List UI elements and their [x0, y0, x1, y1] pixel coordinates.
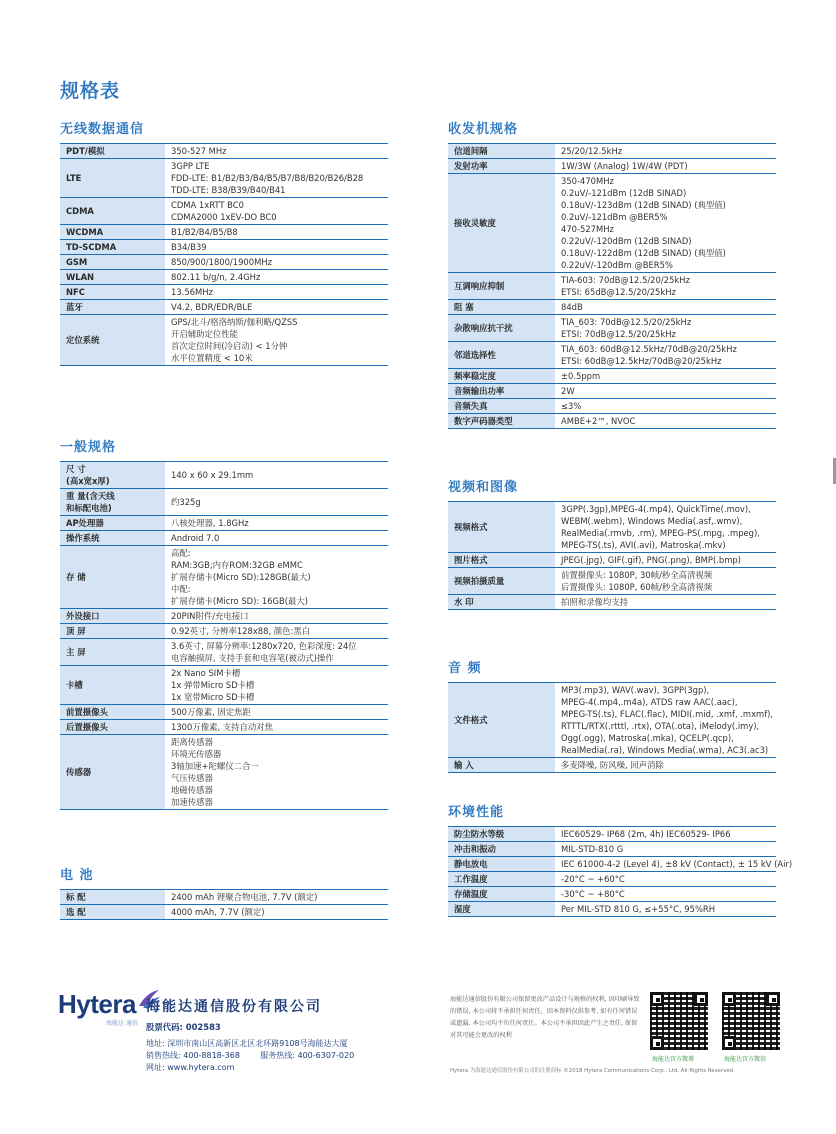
spec-value — [165, 516, 388, 531]
spec-value-line: 2W — [561, 386, 575, 396]
spec-value — [555, 300, 776, 315]
spec-value-line: 环境光传感器 — [171, 749, 222, 759]
spec-value-line: 高配: — [171, 548, 191, 558]
transceiver-row — [448, 273, 776, 300]
environment-row — [448, 902, 776, 917]
spec-label: 互调响应抑制 — [448, 273, 555, 300]
wireless-row — [60, 300, 388, 315]
spec-label: 图片格式 — [448, 553, 555, 568]
spec-label: 顶 屏 — [60, 624, 165, 639]
spec-label: 操作系统 — [60, 531, 165, 546]
spec-value-line: 802.11 b/g/n, 2.4GHz — [171, 272, 261, 282]
spec-label: 静电放电 — [448, 857, 555, 872]
environment-row — [448, 887, 776, 902]
spec-value — [555, 342, 776, 369]
weibo-qr-code — [648, 990, 710, 1052]
spec-value-line: 3轴加速+陀螺仪二合一 — [171, 761, 259, 771]
spec-label: 卡槽 — [60, 666, 165, 705]
transceiver-table — [448, 143, 776, 429]
spec-value-line: Per MIL-STD 810 G, ≤+55°C, 95%RH — [561, 904, 716, 914]
spec-label: 尺 寸 (高x宽x厚) — [60, 462, 165, 489]
spec-value-line: 1x 弹带Micro SD卡槽 — [171, 680, 255, 690]
spec-value-line: 3GPP(.3gp),MPEG-4(.mp4), QuickTime(.mov), — [561, 504, 751, 514]
spec-value-line: 20PIN附件/充电接口 — [171, 611, 249, 621]
wireless-row — [60, 315, 388, 366]
spec-value — [555, 683, 776, 758]
weibo-qr-label: 海能达官方微博 — [652, 1056, 695, 1063]
general-row — [60, 639, 388, 666]
wireless-row — [60, 270, 388, 285]
spec-value-line: MPEG-TS(.ts), AVI(.avi), Matroska(.mkv) — [561, 540, 726, 550]
spec-value — [165, 462, 388, 489]
spec-value — [165, 315, 388, 366]
spec-value-line: ETSI: 65dB@12.5/20/25kHz — [561, 287, 676, 297]
spec-value-line: ±0.5ppm — [561, 371, 601, 381]
spec-value-line: 八核处理器, 1.8GHz — [171, 518, 249, 528]
address: 地址: 深圳市南山区高新区北区北环路9108号海能达大厦 — [146, 1039, 348, 1048]
spec-value-line: Ogg(.ogg), Matroska(.mka), QCELP(.qcp), — [561, 733, 734, 743]
spec-label: 邻道选择性 — [448, 342, 555, 369]
spec-value — [555, 144, 776, 159]
transceiver-row — [448, 342, 776, 369]
wechat-qr-code — [720, 990, 782, 1052]
spec-label: 数字声码器类型 — [448, 414, 555, 429]
audio-table — [448, 682, 776, 773]
wireless-section — [60, 118, 388, 366]
spec-label: 杂散响应抗干扰 — [448, 315, 555, 342]
spec-value-line: 850/900/1800/1900MHz — [171, 257, 272, 267]
spec-value-line: 3.6英寸, 屏幕分辨率:1280x720, 色彩深度: 24位 — [171, 641, 357, 651]
spec-value-line: 气压传感器 — [171, 773, 213, 783]
spec-label: 湿度 — [448, 902, 555, 917]
spec-value-line: V4.2, BDR/EDR/BLE — [171, 302, 253, 312]
spec-value-line: ETSI: 70dB@12.5/20/25kHz — [561, 329, 676, 339]
audio-row — [448, 758, 776, 773]
spec-value — [555, 595, 776, 610]
spec-label: 工作温度 — [448, 872, 555, 887]
general-row — [60, 546, 388, 609]
audio-section — [448, 657, 776, 773]
spec-value-line: 350-470MHz — [561, 176, 614, 186]
spec-value — [165, 705, 388, 720]
spec-label: NFC — [60, 285, 165, 300]
wireless-table — [60, 143, 388, 366]
spec-value-line: 地磁传感器 — [171, 785, 213, 795]
spec-value-line: 0.2uV/-121dBm @BER5% — [561, 212, 668, 222]
spec-value — [165, 890, 388, 905]
spec-value — [165, 624, 388, 639]
spec-label: 传感器 — [60, 735, 165, 810]
spec-value — [165, 609, 388, 624]
spec-value-line: MIL-STD-810 G — [561, 844, 624, 854]
spec-value — [555, 174, 776, 273]
spec-value-line: 0.18uV/-123dBm (12dB SINAD) (典型值) — [561, 200, 726, 210]
hotlines: 销售热线: 400-8818-368 服务热线: 400-6307-020 — [146, 1051, 355, 1060]
spec-label: 前置摄像头 — [60, 705, 165, 720]
wireless-section-title: 无线数据通信 — [60, 122, 145, 137]
battery-table — [60, 889, 388, 920]
spec-value-line: IEC 61000-4-2 (Level 4), ±8 kV (Contact), ± 15 kV (Air) — [561, 859, 793, 869]
battery-row — [60, 905, 388, 920]
spec-value-line: 0.22uV/-120dBm @BER5% — [561, 260, 673, 270]
spec-label: 蓝牙 — [60, 300, 165, 315]
company-name: 海能达通信股份有限公司 — [146, 999, 322, 1015]
spec-value — [165, 531, 388, 546]
video-row — [448, 502, 776, 553]
spec-label: 输 入 — [448, 758, 555, 773]
spec-value — [555, 553, 776, 568]
spec-value-line: 1x 宽带Micro SD卡槽 — [171, 692, 255, 702]
video-section — [448, 476, 776, 610]
transceiver-row — [448, 144, 776, 159]
spec-value — [165, 255, 388, 270]
transceiver-section-title: 收发机规格 — [448, 122, 519, 137]
battery-section-title: 电 池 — [60, 868, 94, 883]
spec-value — [165, 270, 388, 285]
spec-label: 选 配 — [60, 905, 165, 920]
spec-value-line: Android 7.0 — [171, 533, 220, 543]
spec-value-line: JPEG(.jpg), GIF(.gif), PNG(.png), BMP(.bmp) — [561, 555, 741, 565]
general-row — [60, 735, 388, 810]
spec-value — [555, 384, 776, 399]
general-row — [60, 462, 388, 489]
spec-value-line: 前置摄像头: 1080P, 30帧/秒全高清视频 — [561, 570, 713, 580]
spec-value — [165, 546, 388, 609]
spec-value — [555, 315, 776, 342]
spec-value — [165, 489, 388, 516]
audio-section-title: 音 频 — [448, 661, 482, 676]
spec-value-line: CDMA2000 1xEV-DO BC0 — [171, 212, 277, 222]
spec-value-line: 后置摄像头: 1080P, 60帧/秒全高清视频 — [561, 582, 713, 592]
spec-label: LTE — [60, 159, 165, 198]
transceiver-row — [448, 315, 776, 342]
environment-row — [448, 842, 776, 857]
spec-label: 存储温度 — [448, 887, 555, 902]
spec-value-line: 扩展存储卡(Micro SD):128GB(最大) — [171, 572, 311, 582]
spec-value-line: 84dB — [561, 302, 583, 312]
spec-value-line: AMBE+2™, NVOC — [561, 416, 636, 426]
spec-label: 标 配 — [60, 890, 165, 905]
spec-value-line: 2x Nano SIM卡槽 — [171, 668, 241, 678]
spec-value — [555, 887, 776, 902]
spec-value — [555, 827, 776, 842]
spec-value — [165, 720, 388, 735]
copyright: Hytera 为海能达通信股份有限公司的注册商标 ©2018 Hytera Communications Corp., Ltd. All Rights Reserved. — [450, 1068, 735, 1074]
spec-value-line: MP3(.mp3), WAV(.wav), 3GPP(3gp), — [561, 685, 710, 695]
transceiver-row — [448, 369, 776, 384]
spec-value-line: GPS/北斗/格洛纳斯/伽利略/QZSS — [171, 317, 298, 327]
spec-value-line: 25/20/12.5kHz — [561, 146, 623, 156]
spec-value — [165, 198, 388, 225]
environment-table — [448, 826, 793, 917]
video-section-title: 视频和图像 — [448, 480, 519, 495]
spec-value — [555, 857, 793, 872]
spec-label: TD-SCDMA — [60, 240, 165, 255]
spec-value-line: RAM:3GB;内存ROM:32GB eMMC — [171, 560, 303, 570]
spec-value — [165, 735, 388, 810]
spec-value-line: 中配: — [171, 584, 191, 594]
spec-value-line: 首次定位时间(冷启动) < 1分钟 — [171, 341, 288, 351]
spec-value-line: CDMA 1xRTT BC0 — [171, 200, 244, 210]
spec-label: GSM — [60, 255, 165, 270]
website[interactable]: 网址: www.hytera.com — [146, 1063, 235, 1072]
spec-label: 定位系统 — [60, 315, 165, 366]
spec-value-line: RealMedia(.ra), Windows Media(.wma), AC3(.ac3) — [561, 745, 769, 755]
spec-label: 音频输出功率 — [448, 384, 555, 399]
general-row — [60, 705, 388, 720]
brand-name: Hytera — [58, 989, 136, 1019]
spec-label: WLAN — [60, 270, 165, 285]
spec-value-line: TIA_603: 70dB@12.5/20/25kHz — [561, 317, 692, 327]
spec-value-line: 多麦降噪, 防风噪, 回声消除 — [561, 760, 664, 770]
spec-value-line: 开启辅助定位性能 — [171, 329, 238, 339]
spec-value-line: 4000 mAh, 7.7V (额定) — [171, 907, 265, 917]
spec-value — [165, 240, 388, 255]
spec-value-line: MPEG-4(.mp4,.m4a), ATDS raw AAC(.aac), — [561, 697, 738, 707]
disclaimer: 海能达通信股份有限公司保留更改产品设计与规格的权利, 因印刷导致的错误, 本公司将不承担任何责任。因本资料仅供参考, 如有任何错误或遗漏, 本公司均不负任何责任。本公司不承担因此产生之责任, 保留对其可能会更改的权利 — [450, 996, 640, 1039]
spec-value — [555, 842, 776, 857]
battery-row — [60, 890, 388, 905]
spec-value — [555, 872, 776, 887]
spec-value — [555, 159, 776, 174]
spec-value — [165, 159, 388, 198]
spec-label: 后置摄像头 — [60, 720, 165, 735]
environment-row — [448, 872, 776, 887]
spec-value-line: 1300万像素, 支持自动对焦 — [171, 722, 274, 732]
spec-value — [555, 414, 776, 429]
spec-value — [555, 502, 776, 553]
environment-section-title: 环境性能 — [448, 805, 505, 820]
spec-value-line: 500万像素, 固定焦距 — [171, 707, 251, 717]
general-row — [60, 666, 388, 705]
general-row — [60, 720, 388, 735]
spec-value-line: IEC60529- IP68 (2m, 4h) IEC60529- IP66 — [561, 829, 731, 839]
spec-value — [165, 639, 388, 666]
spec-label: 存 储 — [60, 546, 165, 609]
spec-label: 文件格式 — [448, 683, 555, 758]
spec-value-line: 0.22uV/-120dBm (12dB SINAD) — [561, 236, 692, 246]
spec-value-line: 1W/3W (Analog) 1W/4W (PDT) — [561, 161, 688, 171]
spec-value-line: 3GPP LTE — [171, 161, 210, 171]
spec-value-line: 水平位置精度 < 10米 — [171, 353, 253, 363]
general-section-title: 一般规格 — [60, 440, 117, 455]
wechat-qr-label: 海能达官方微信 — [724, 1056, 767, 1063]
contact-block — [146, 1020, 354, 1074]
spec-value-line: TIA_603: 60dB@12.5kHz/70dB@20/25kHz — [561, 344, 737, 354]
spec-value-line: RTTTL/RTX(.rtttl, .rtx), OTA(.ota), iMelody(.imy), — [561, 721, 760, 731]
spec-value-line: 扩展存储卡(Micro SD): 16GB(最大) — [171, 596, 309, 606]
spec-value — [165, 225, 388, 240]
battery-section — [60, 864, 388, 920]
spec-label: 音频失真 — [448, 399, 555, 414]
spec-value-line: 距离传感器 — [171, 737, 213, 747]
spec-label: AP处理器 — [60, 516, 165, 531]
general-section — [60, 436, 388, 810]
general-table — [60, 461, 388, 810]
spec-label: 频率稳定度 — [448, 369, 555, 384]
spec-value-line: B34/B39 — [171, 242, 207, 252]
spec-label: 外设接口 — [60, 609, 165, 624]
video-row — [448, 568, 776, 595]
spec-value-line: WEBM(.webm), Windows Media(.asf,.wmv), — [561, 516, 743, 526]
spec-value-line: 约325g — [171, 497, 201, 507]
environment-row — [448, 857, 776, 872]
transceiver-row — [448, 414, 776, 429]
spec-label: 阻 塞 — [448, 300, 555, 315]
spec-value-line: TDD-LTE: B38/B39/B40/B41 — [171, 185, 286, 195]
transceiver-section — [448, 118, 776, 429]
spec-value-line: B1/B2/B4/B5/B8 — [171, 227, 238, 237]
spec-label: 重 量(含天线 和标配电池) — [60, 489, 165, 516]
environment-row — [448, 827, 776, 842]
spec-label: 水 印 — [448, 595, 555, 610]
wireless-row — [60, 255, 388, 270]
spec-label: WCDMA — [60, 225, 165, 240]
transceiver-row — [448, 174, 776, 273]
spec-value-line: -20°C ~ +60°C — [561, 874, 625, 884]
spec-value — [555, 568, 776, 595]
spec-label: 发射功率 — [448, 159, 555, 174]
spec-value-line: ≤3% — [561, 401, 582, 411]
spec-value-line: TIA-603: 70dB@12.5/20/25kHz — [561, 275, 690, 285]
spec-value-line: 350-527 MHz — [171, 146, 227, 156]
spec-value — [555, 758, 776, 773]
transceiver-row — [448, 384, 776, 399]
spec-value — [555, 369, 776, 384]
spec-value — [555, 399, 776, 414]
spec-value-line: FDD-LTE: B1/B2/B3/B4/B5/B7/B8/B20/B26/B28 — [171, 173, 364, 183]
transceiver-row — [448, 399, 776, 414]
transceiver-row — [448, 159, 776, 174]
audio-row — [448, 683, 776, 758]
general-row — [60, 624, 388, 639]
spec-value-line: 0.92英寸, 分辨率128x88, 颜色:黑白 — [171, 626, 311, 636]
wireless-row — [60, 198, 388, 225]
spec-value — [165, 300, 388, 315]
spec-label: 防尘防水等级 — [448, 827, 555, 842]
spec-value-line: 拍照和录像均支持 — [561, 597, 628, 607]
brand-subtitle: 海能达 通信 — [106, 1020, 138, 1027]
spec-label: 视频拍摄质量 — [448, 568, 555, 595]
spec-value-line: 140 x 60 x 29.1mm — [171, 470, 254, 480]
spec-value-line: RealMedia(.rmvb, .rm), MPEG-PS(.mpg, .mpeg), — [561, 528, 760, 538]
spec-label: 视频格式 — [448, 502, 555, 553]
stock-code: 股票代码: 002583 — [146, 1022, 221, 1032]
environment-section — [448, 801, 793, 917]
spec-label: 主 屏 — [60, 639, 165, 666]
spec-value — [165, 905, 388, 920]
general-row — [60, 516, 388, 531]
wireless-row — [60, 285, 388, 300]
spec-value-line: 13.56MHz — [171, 287, 213, 297]
spec-label: 接收灵敏度 — [448, 174, 555, 273]
spec-value-line: -30°C ~ +80°C — [561, 889, 625, 899]
spec-value-line: 电容触摸屏, 支持手套和电容笔(被动式)操作 — [171, 653, 334, 663]
spec-value — [165, 144, 388, 159]
spec-label: 冲击和振动 — [448, 842, 555, 857]
spec-value-line: MPEG-TS(.ts), FLAC(.flac), MIDI(.mid, .xmf, .mxmf), — [561, 709, 774, 719]
spec-value-line: 0.18uV/-122dBm (12dB SINAD) (典型值) — [561, 248, 726, 258]
video-row — [448, 595, 776, 610]
general-row — [60, 609, 388, 624]
spec-value — [555, 902, 776, 917]
wireless-row — [60, 159, 388, 198]
spec-value-line: 470-527MHz — [561, 224, 614, 234]
page-title: 规格表 — [60, 80, 121, 102]
spec-value-line: 0.2uV/-121dBm (12dB SINAD) — [561, 188, 687, 198]
spec-value-line: ETSI: 60dB@12.5kHz/70dB@20/25kHz — [561, 356, 722, 366]
spec-value-line: 2400 mAh 锂聚合物电池, 7.7V (额定) — [171, 892, 318, 902]
general-row — [60, 489, 388, 516]
wireless-row — [60, 240, 388, 255]
video-table — [448, 501, 776, 610]
general-row — [60, 531, 388, 546]
transceiver-row — [448, 300, 776, 315]
spec-value — [165, 285, 388, 300]
spec-label: CDMA — [60, 198, 165, 225]
wireless-row — [60, 225, 388, 240]
video-row — [448, 553, 776, 568]
spec-value — [555, 273, 776, 300]
spec-value — [165, 666, 388, 705]
spec-value-line: 加速传感器 — [171, 797, 213, 807]
wireless-row — [60, 144, 388, 159]
spec-label: 信道间隔 — [448, 144, 555, 159]
spec-label: PDT/模拟 — [60, 144, 165, 159]
